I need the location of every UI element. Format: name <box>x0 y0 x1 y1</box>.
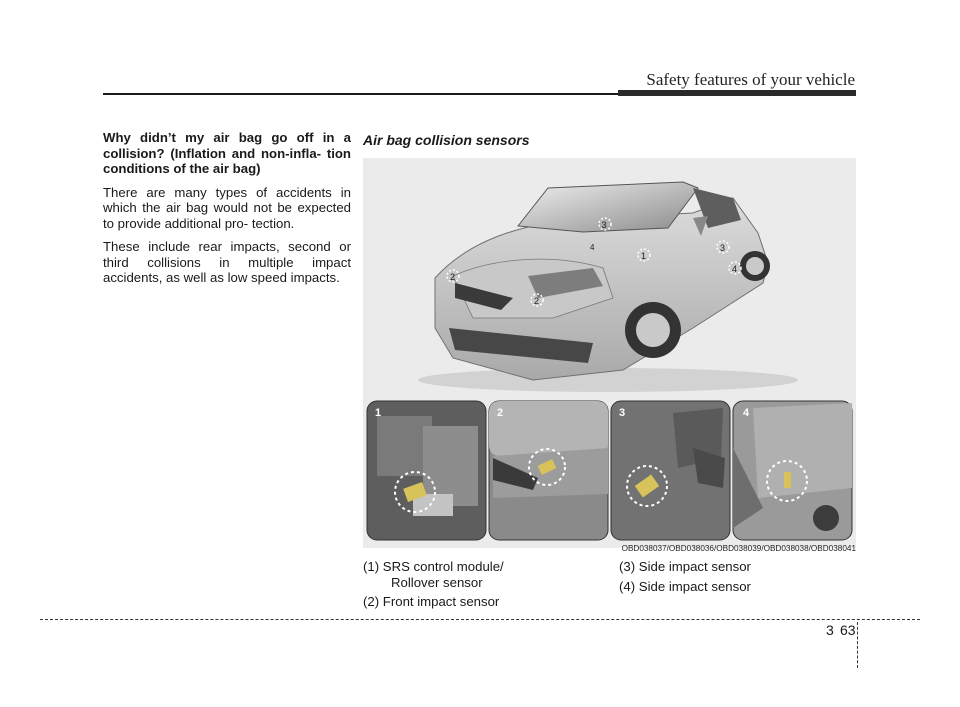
legend-item-1-cont: Rollover sensor <box>391 574 483 590</box>
sensor-marker-label: 3 <box>720 243 726 253</box>
sensor-marker-label: 2 <box>450 272 456 282</box>
page-vertical-rule <box>857 622 858 668</box>
legend-item-3: (3) Side impact sensor <box>619 559 751 574</box>
paragraph-2: These include rear impacts, second or third collisions in multiple impact accidents, as well as low speed impacts. <box>103 239 351 285</box>
thumbnail-label: 2 <box>497 407 504 419</box>
section-title: Air bag collision sensors <box>363 132 530 148</box>
thumbnail-3 <box>611 401 730 540</box>
legend-item-2: (2) Front impact sensor <box>363 594 500 609</box>
thumbnail-2 <box>489 401 608 540</box>
sensor-marker-label: 1 <box>641 251 647 261</box>
thumbnail-label: 3 <box>619 407 626 419</box>
thumbnail-label: 4 <box>743 407 750 419</box>
legend-item-1: (1) SRS control module/ <box>363 559 504 574</box>
figure-code: OBD038037/OBD038036/OBD038039/OBD038038/OBD038041 <box>621 544 856 553</box>
sensor-marker <box>590 243 595 252</box>
page-section: 3 <box>826 622 834 638</box>
footer-dashed-rule <box>40 619 920 620</box>
legend-item-4: (4) Side impact sensor <box>619 578 751 594</box>
question-heading: Why didn’t my air bag go off in a collision? (Inflation and non-infla- tion conditions of the air bag) <box>103 130 351 176</box>
legend-right <box>619 559 859 598</box>
paragraph-1: There are many types of accidents in which the air bag would not be expected to provide additional pro- tection. <box>103 184 351 231</box>
header-title: Safety features of your vehicle <box>646 70 855 89</box>
thumbnail-1 <box>367 401 486 540</box>
sensor-marker-label: 4 <box>732 264 738 274</box>
thumbnail-label: 1 <box>375 407 382 419</box>
thumbnail-4 <box>733 401 852 540</box>
figure-box <box>363 158 856 548</box>
sensor-marker-label: 2 <box>534 296 540 306</box>
legend-left <box>363 559 603 614</box>
header-bar <box>618 90 856 96</box>
page-number: 63 <box>840 622 856 638</box>
car-illustration <box>418 182 798 392</box>
sensor-marker-label: 3 <box>601 220 607 230</box>
sensor-marker-label: 4 <box>590 243 595 252</box>
left-column <box>103 130 351 294</box>
